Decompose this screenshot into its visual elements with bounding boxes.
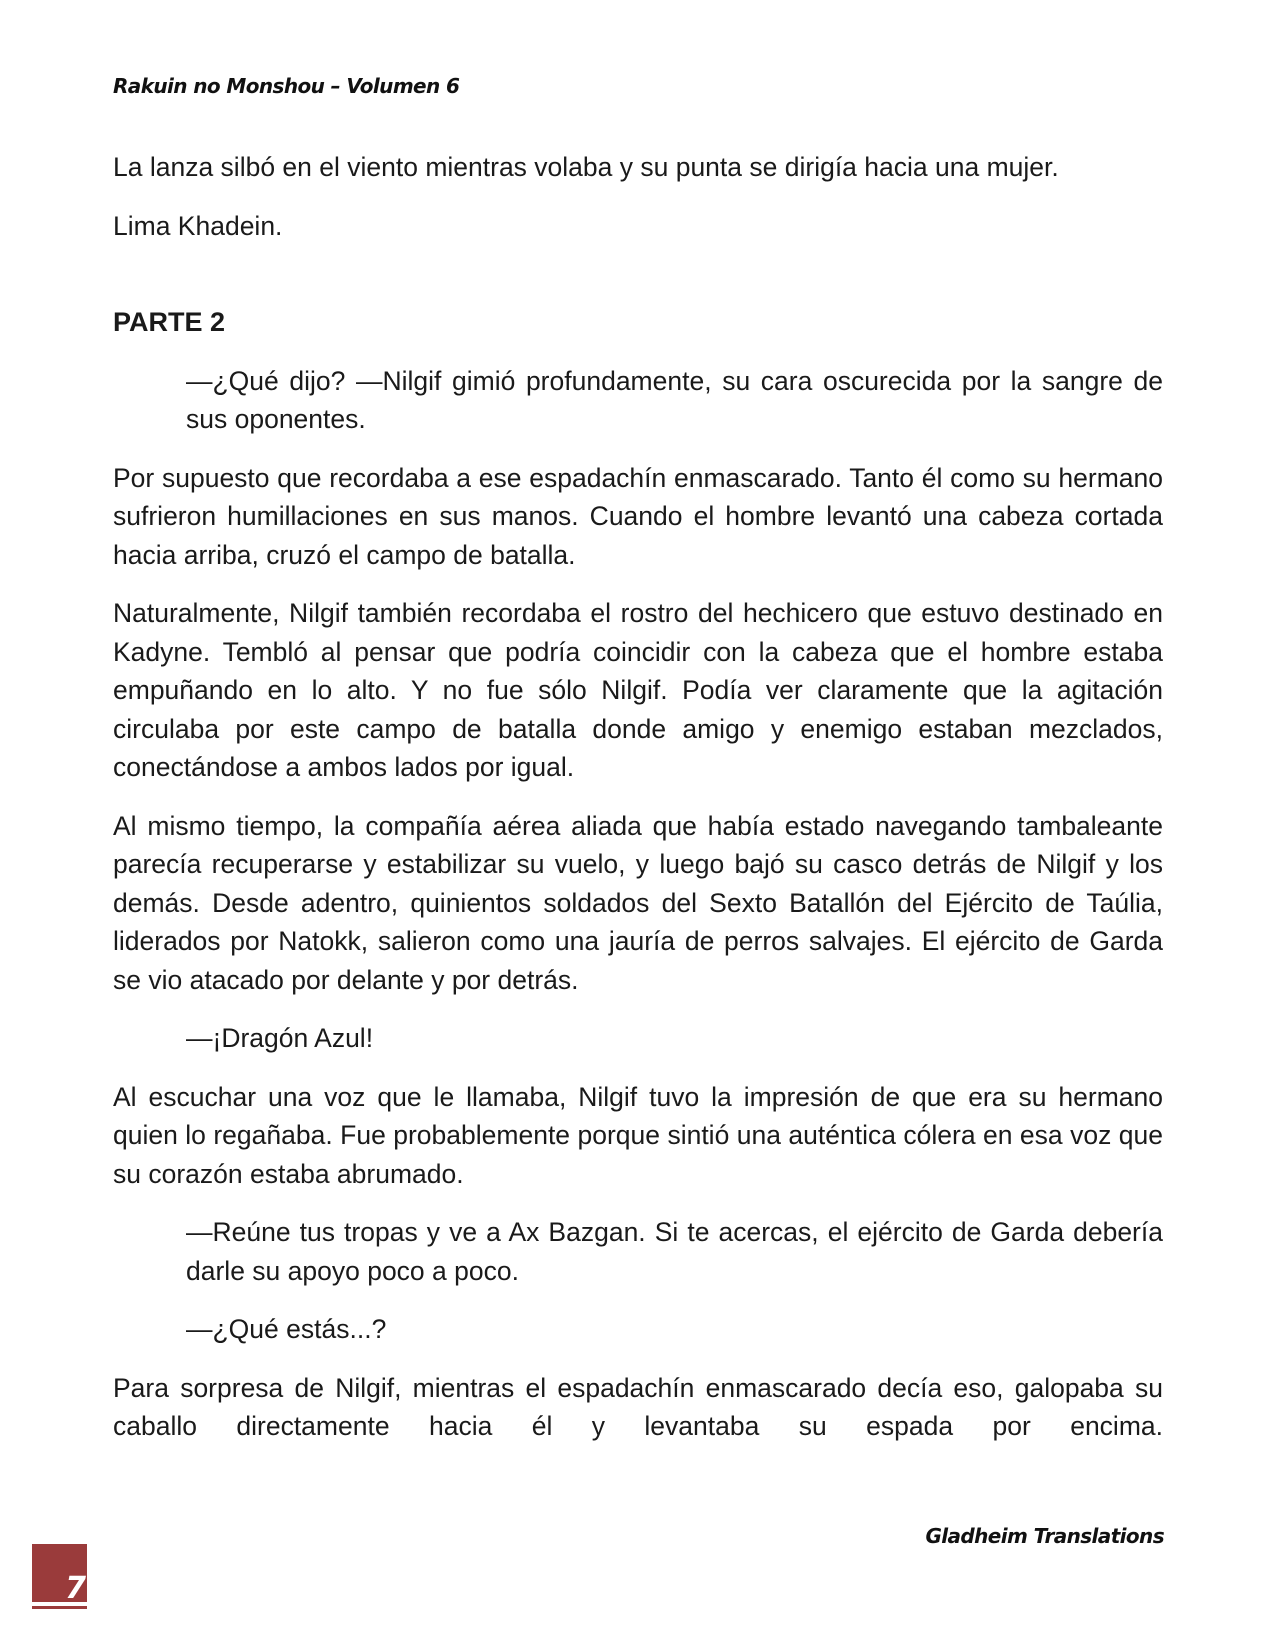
section-heading: PARTE 2: [113, 307, 226, 337]
body-paragraph: Naturalmente, Nilgif también recordaba el rostro del hechicero que estuvo destinado en Kadyne. Tembló al pensar que podría coincidir con la cabeza que el hombre estaba empuñando en lo alto. Y no fue sólo Nilgif. Podía ver claramente que la agitación circulaba por este campo de batalla donde amigo y enemigo estaban mezclados, conectándose a ambos lados por igual.: [113, 598, 1163, 782]
body-paragraph: Al escuchar una voz que le llamaba, Nilgif tuvo la impresión de que era su hermano quien lo regañaba. Fue probablemente porque sintió una auténtica cólera en esa voz que su corazón estaba abrumado.: [113, 1081, 1163, 1189]
body-paragraph: Por supuesto que recordaba a ese espadachín enmascarado. Tanto él como su hermano sufrieron humillaciones en sus manos. Cuando el hombre levantó una cabeza cortada hacia arriba, cruzó el campo de batalla.: [113, 462, 1163, 570]
dialogue-paragraph: —¡Dragón Azul!: [186, 1023, 374, 1053]
page-number: 7: [65, 1571, 86, 1602]
intro-paragraph: Lima Khadein.: [113, 210, 283, 241]
body-paragraph: Al mismo tiempo, la compañía aérea aliada que había estado navegando tambaleante parecía recuperarse y estabilizar su vuelo, y luego bajó su casco detrás de Nilgif y los demás. Desde adentro, quinientos soldados del Sexto Batallón del Ejército de Taúlia, liderados por Natokk, salieron como una jauría de perros salvajes. El ejército de Garda se vio atacado por delante y por detrás.: [113, 810, 1163, 995]
intro-paragraph: La lanza silbó en el viento mientras volaba y su punta se dirigía hacia una mujer.: [113, 152, 1059, 182]
body-paragraph: Para sorpresa de Nilgif, mientras el espadachín enmascarado decía eso, galopaba su caballo directamente hacia él y levantaba su espada por encima.: [113, 1372, 1163, 1441]
page-body: [113, 148, 1163, 1446]
page-number-underline: [32, 1606, 87, 1609]
dialogue-paragraph: —¿Qué estás...?: [186, 1314, 387, 1344]
dialogue-paragraph: —¿Qué dijo? —Nilgif gimió profundamente, su cara oscurecida por la sangre de sus oponentes.: [186, 365, 1163, 434]
translator-credit: Gladheim Translations: [925, 1524, 1164, 1548]
page-number-badge: [32, 1544, 87, 1602]
running-header: Rakuin no Monshou – Volumen 6: [113, 74, 460, 98]
dialogue-paragraph: —Reúne tus tropas y ve a Ax Bazgan. Si te acercas, el ejército de Garda debería darle su apoyo poco a poco.: [186, 1217, 1163, 1286]
